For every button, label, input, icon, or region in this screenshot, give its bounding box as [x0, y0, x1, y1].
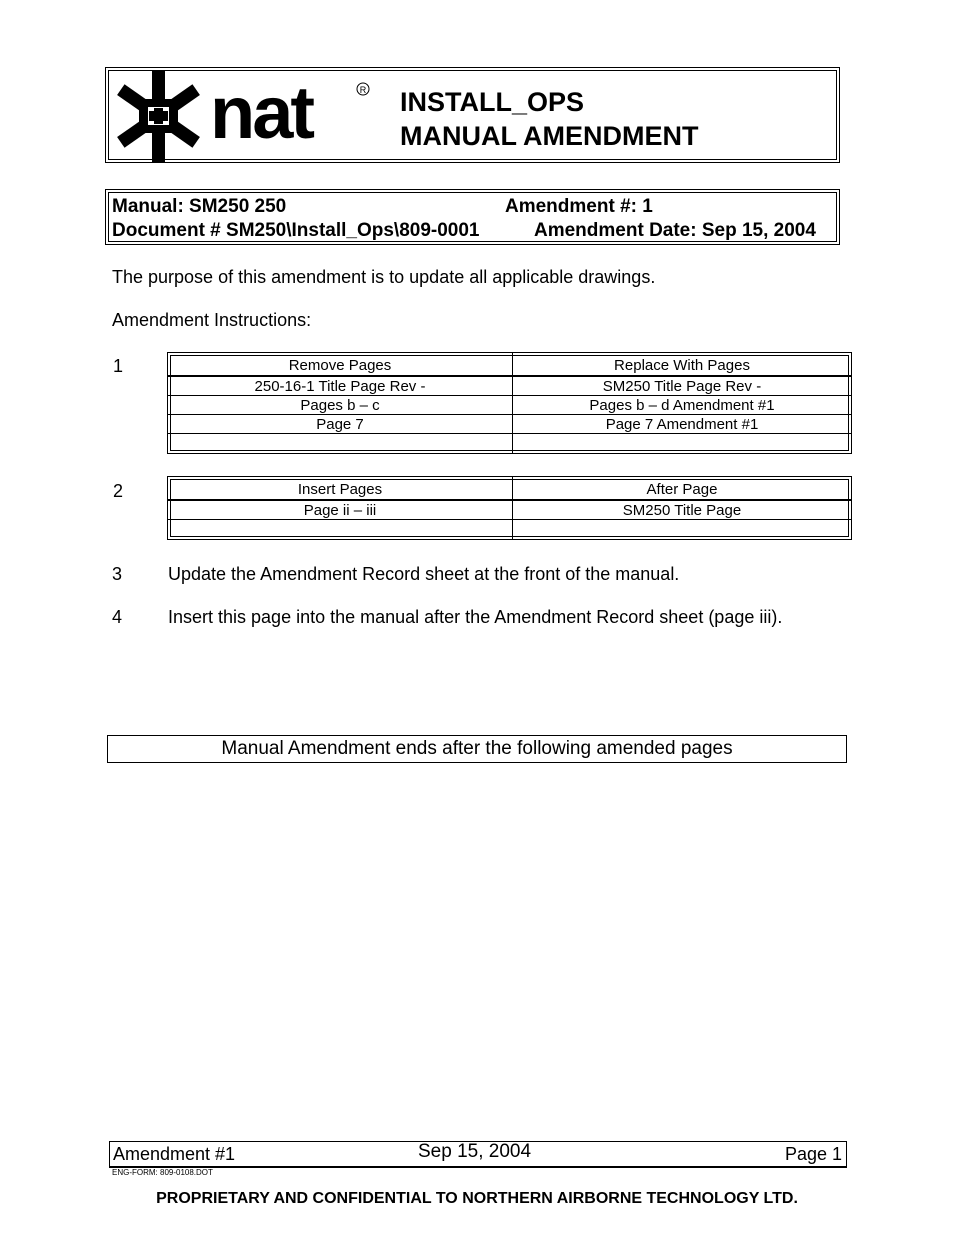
nat-snowflake-icon: [117, 70, 200, 162]
table-row: [168, 396, 851, 415]
amendment-ends-note: Manual Amendment ends after the following amended pages: [107, 735, 847, 763]
footer-amendment: Amendment #1: [113, 1144, 236, 1164]
table-cell: [168, 520, 513, 539]
table-row: [168, 415, 851, 434]
table-row: [168, 434, 851, 453]
purpose-text: The purpose of this amendment is to update all applicable drawings.: [112, 267, 656, 287]
instructions-heading: Amendment Instructions:: [112, 310, 312, 330]
step-1-number: 1: [113, 356, 124, 376]
table-cell: Page 7: [168, 415, 513, 434]
proprietary-notice: PROPRIETARY AND CONFIDENTIAL TO NORTHERN AIRBORNE TECHNOLOGY LTD.: [156, 1190, 798, 1207]
document-title-line2: MANUAL AMENDMENT: [400, 121, 699, 151]
step-4-text: Insert this page into the manual after the Amendment Record sheet (page iii).: [168, 607, 783, 627]
manual-label: Manual: SM250 250: [112, 196, 287, 217]
table-header-row: [168, 353, 851, 377]
form-id: ENG-FORM: 809-0108.DOT: [112, 1168, 213, 1177]
table-row: [168, 377, 851, 396]
amendment-date: Amendment Date: Sep 15, 2004: [534, 220, 816, 241]
nat-logo: [110, 70, 385, 162]
table-cell: [168, 434, 513, 453]
table-cell: 250-16-1 Title Page Rev -: [168, 377, 513, 396]
step-3-number: 3: [112, 564, 123, 584]
insert-after-table: [167, 476, 852, 540]
table-cell: [513, 520, 851, 539]
footer-box: [109, 1141, 847, 1168]
table-cell: [513, 434, 851, 453]
table-row: [168, 520, 851, 539]
footer-page-number: Page 1: [784, 1144, 842, 1164]
document-title-line1: INSTALL_OPS: [400, 87, 585, 117]
table-header-row: [168, 477, 851, 501]
table-cell: Pages b – c: [168, 396, 513, 415]
svg-text:nat: nat: [210, 71, 312, 154]
amendment-number: Amendment #: 1: [505, 196, 653, 217]
column-header-insert: Insert Pages: [168, 477, 513, 501]
table-cell: SM250 Title Page: [513, 501, 851, 520]
table-cell: Page 7 Amendment #1: [513, 415, 851, 434]
svg-text:R: R: [359, 85, 367, 95]
remove-replace-table: [167, 352, 852, 454]
step-4-number: 4: [112, 607, 123, 627]
document-number: Document # SM250\Install_Ops\809-0001: [112, 220, 480, 241]
table-cell: Pages b – d Amendment #1: [513, 396, 851, 415]
table-row: [168, 501, 851, 520]
column-header-after: After Page: [513, 477, 851, 501]
column-header-remove: Remove Pages: [168, 353, 513, 377]
footer-date: Sep 15, 2004: [418, 1141, 532, 1162]
step-2-number: 2: [113, 481, 124, 501]
column-header-replace: Replace With Pages: [513, 353, 851, 377]
step-3-text: Update the Amendment Record sheet at the front of the manual.: [168, 564, 680, 584]
table-cell: SM250 Title Page Rev -: [513, 377, 851, 396]
table-cell: Page ii – iii: [168, 501, 513, 520]
